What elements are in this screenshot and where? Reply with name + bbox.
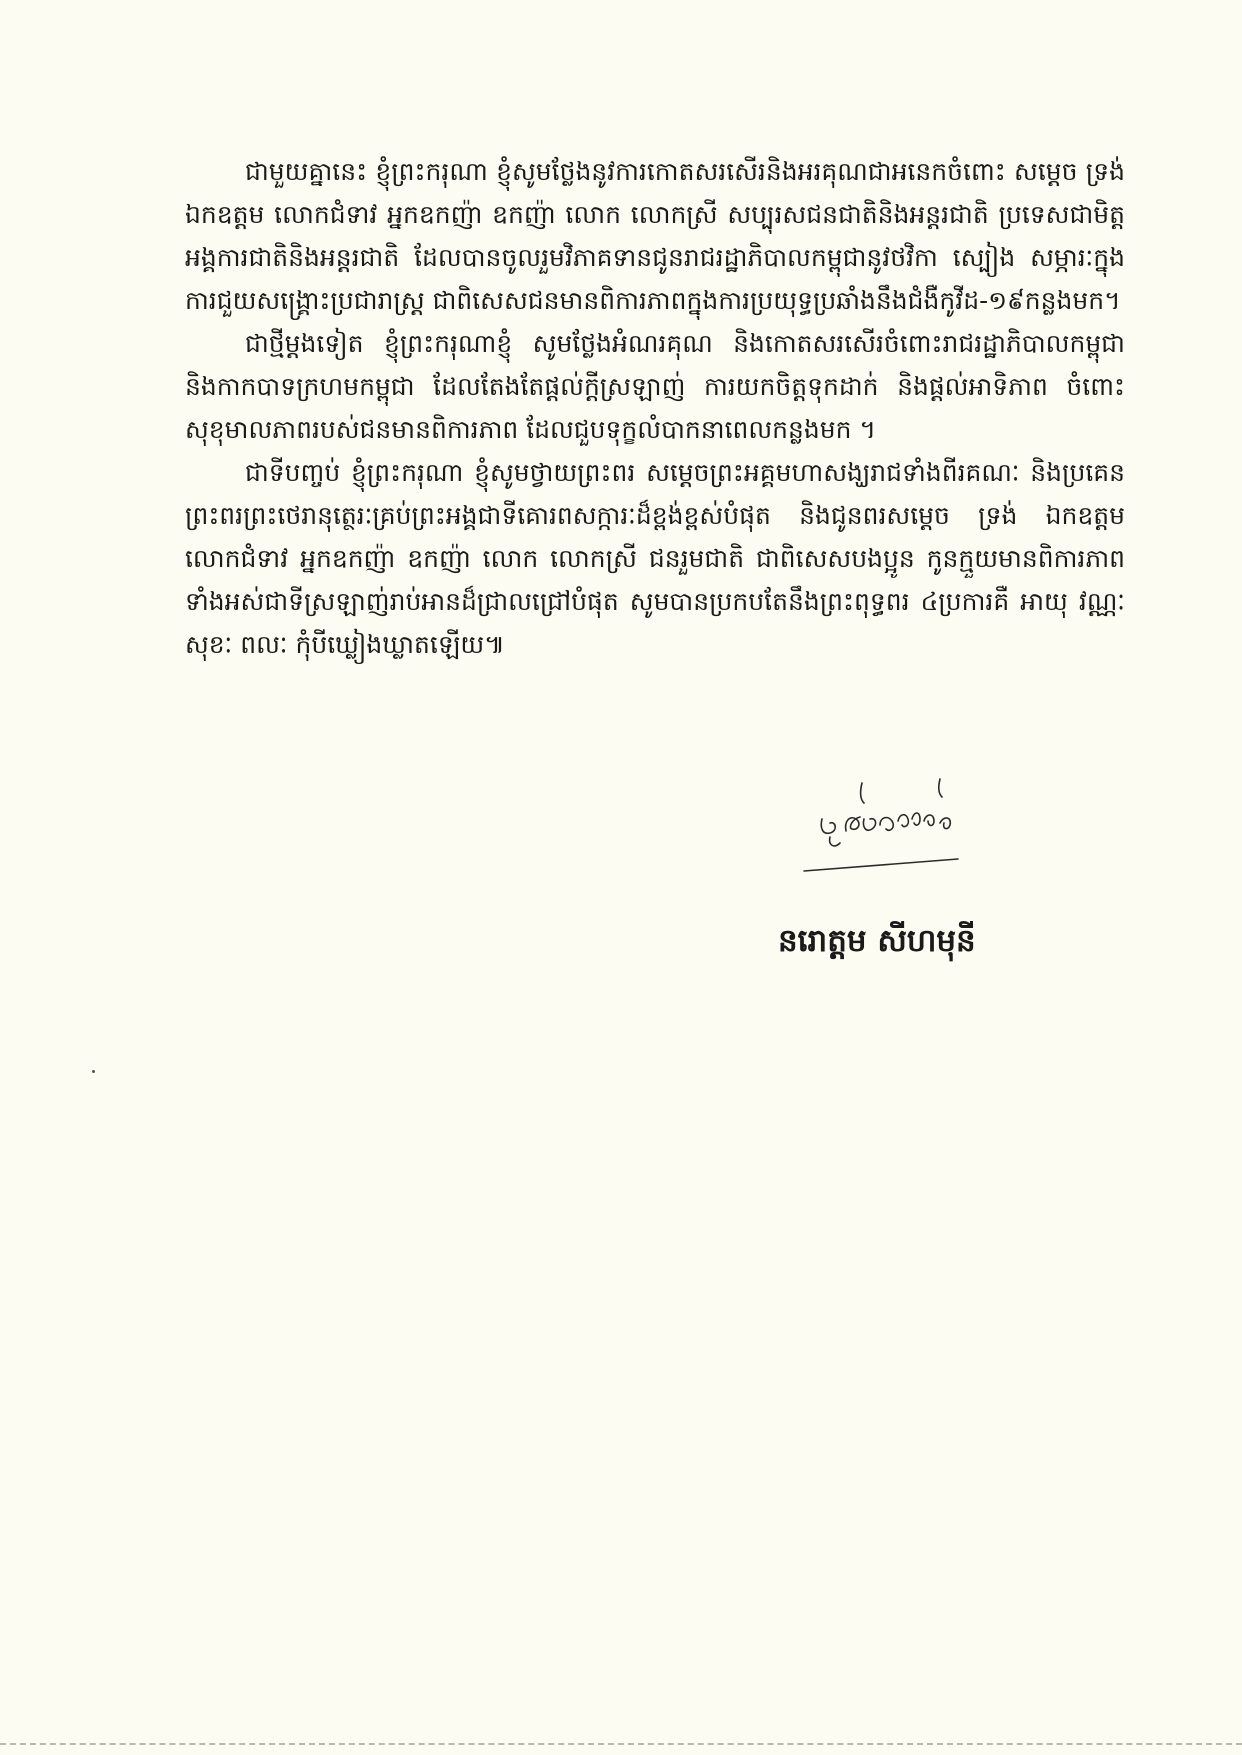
letter-body [185, 150, 1125, 666]
paragraph-thanks-donors: ជាមួយគ្នានេះ ខ្ញុំព្រះករុណា ខ្ញុំសូមថ្លែងនូវការកោតសរសើរនិងអរគុណជាអនេកចំពោះ សម្តេច ទ្រង់ ឯកឧត្តម លោកជំទាវ អ្នកឧកញ៉ា ឧកញ៉ា លោក លោកស្រី សប្បុរសជនជាតិនិងអន្តរជាតិ ប្រទេសជាមិត្ត អង្គការជាតិនិងអន្តរជាតិ ដែលបានចូលរួមវិភាគទានជូនរាជរដ្ឋាភិបាលកម្ពុជានូវថវិកា ស្បៀង សម្ភារៈក្នុងការជួយសង្គ្រោះប្រជារាស្ត្រ ជាពិសេសជនមានពិការភាពក្នុងការប្រយុទ្ធប្រឆាំងនឹងជំងឺកូវីដ-១៩កន្លងមក។ [185, 157, 1125, 315]
handwritten-signature [800, 775, 975, 875]
scan-speck [92, 1070, 95, 1073]
signer-name: នរោត្តម សីហមុនី [778, 923, 976, 959]
paragraph-blessing: ជាទីបញ្ចប់ ខ្ញុំព្រះករុណា ខ្ញុំសូមថ្វាយព្រះពរ សម្តេចព្រះអគ្គមហាសង្ឃរាជទាំងពីរគណៈ និងប្រគេនព្រះពរព្រះថេរានុត្ថេរៈគ្រប់ព្រះអង្គជាទីគោរពសក្ការៈដ៏ខ្ពង់ខ្ពស់បំផុត និងជូនពរសម្តេច ទ្រង់ ឯកឧត្តម លោកជំទាវ អ្នកឧកញ៉ា ឧកញ៉ា លោក លោកស្រី ជនរួមជាតិ ជាពិសេសបងប្អូន កូនក្មួយមានពិការភាពទាំងអស់ជាទីស្រឡាញ់រាប់អានដ៏ជ្រាលជ្រៅបំផុត សូមបានប្រកបតែនឹងព្រះពុទ្ធពរ ៤ប្រការគឺ អាយុ វណ្ណៈ សុខៈ ពលៈ កុំបីឃ្លៀងឃ្លាតឡើយ៕ [185, 458, 1125, 659]
scan-bottom-edge [0, 1743, 1242, 1745]
paragraph-thanks-government: ជាថ្មីម្តងទៀត ខ្ញុំព្រះករុណាខ្ញុំ សូមថ្លែងអំណរគុណ និងកោតសរសើរចំពោះរាជរដ្ឋាភិបាលកម្ពុជា និងកាកបាទក្រហមកម្ពុជា ដែលតែងតែផ្តល់ក្តីស្រឡាញ់ ការយកចិត្តទុកដាក់ និងផ្តល់អាទិភាព ចំពោះសុខុមាលភាពរបស់ជនមានពិការភាព ដែលជួបទុក្ខលំបាកនាពេលកន្លងមក ។ [185, 329, 1125, 444]
signature-graphic [800, 775, 975, 875]
